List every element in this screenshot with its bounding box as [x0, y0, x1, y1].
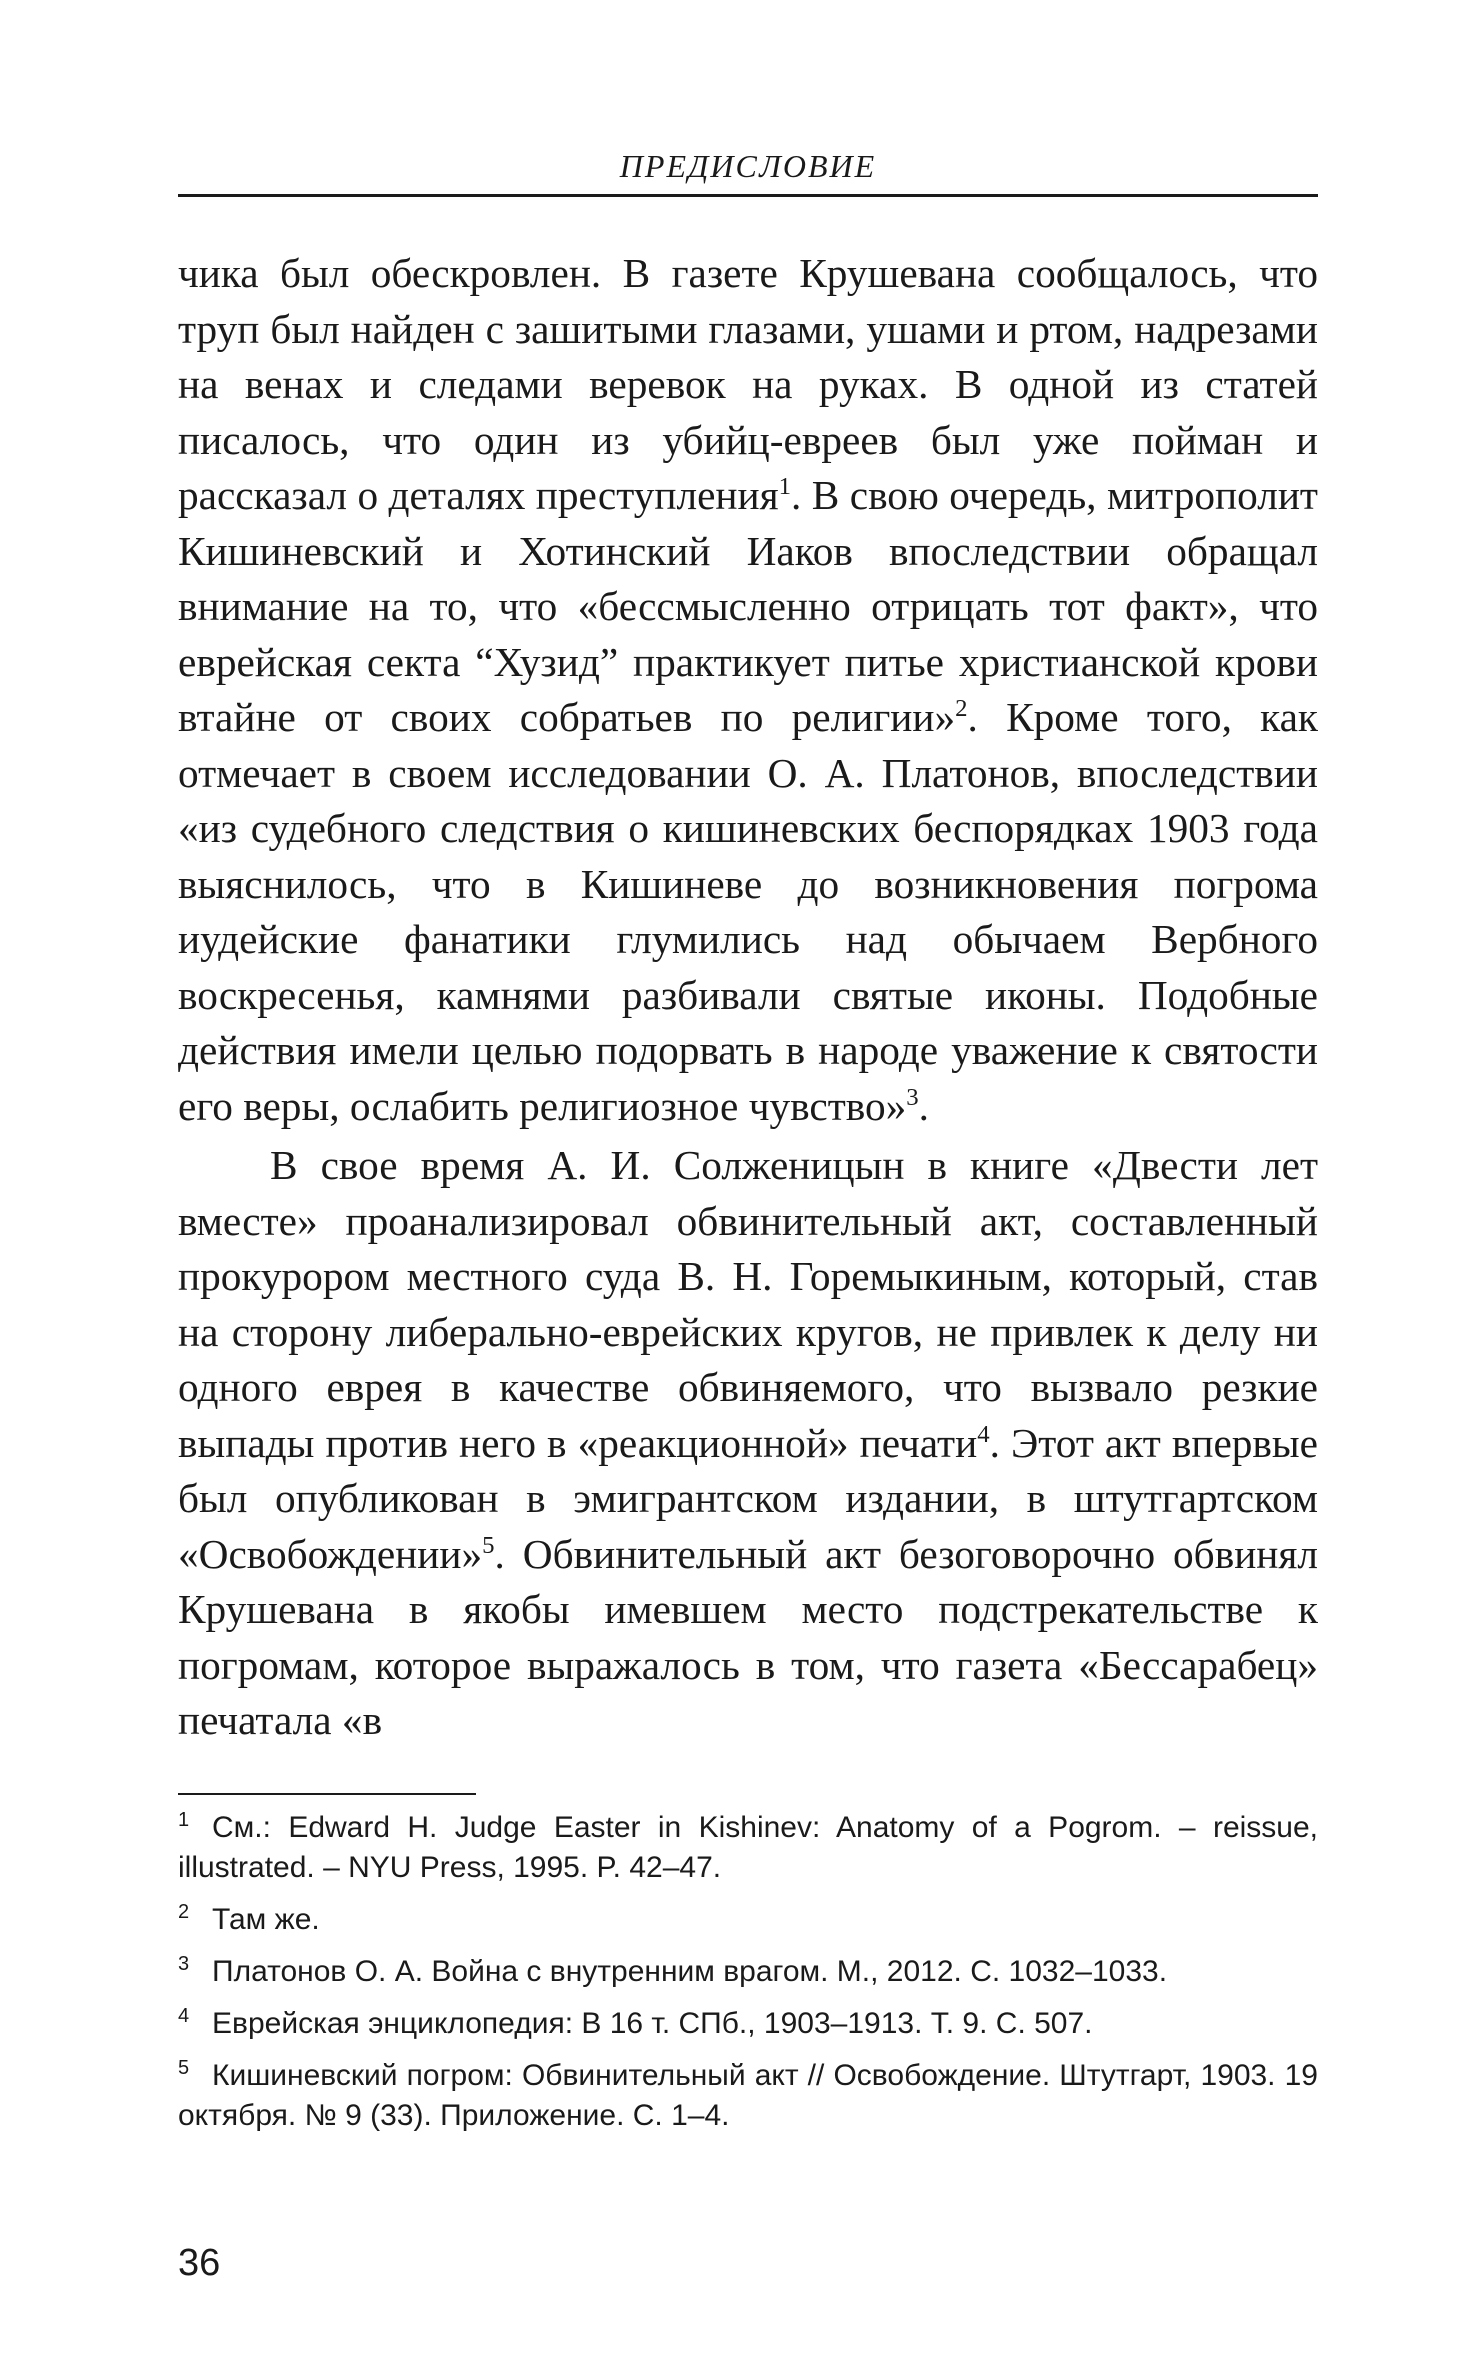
footnote-3: 3 Платонов О. А. Война с внутренним врагом. М., 2012. С. 1032–1033. [178, 1953, 1168, 1988]
running-header: ПРЕДИСЛОВИЕ [619, 148, 877, 184]
paragraph-1: чика был обескровлен. В газете Крушевана сообщалось, что труп был найден с зашитыми глазами, ушами и ртом, надрезами на венах и следами веревок на руках. В одной из статей писалось, что один из убийц-евреев был уже пойман и рассказал о деталях преступления$^1$. В свою очередь, митрополит Кишиневский и Хотинский Иаков впоследствии обращал внимание на то, что «бессмысленно отрицать тот факт», что еврейская секта “Хузид” практикует питье христианской крови втайне от своих собратьев по религии»$^2$. Кроме того, как отмечает в своем исследовании О. А. Платонов, впоследствии «из судебного следствия о кишиневских беспорядках 1903 года выяснилось, что в Кишиневе до возникновения погрома иудейские фанатики глумились над обычаем Вербного воскресенья, камнями разбивали святые иконы. Подобные действия имели целью подорвать в народе уважение к святости его веры, ослабить религиозное чувство»$^3$. [178, 250, 1318, 1129]
footnote-ref-1: 1 [778, 473, 792, 501]
page-number: 36 [178, 2242, 221, 2284]
footnote-ref-5: 5 [482, 1531, 495, 1559]
footnote-1: 1 См.: Edward H. Judge Easter in Kishinev: Anatomy of a Pogrom. – reissue, illustrated. – NYU Press, 1995. P. 42–47. [178, 1809, 1318, 1884]
footnote-ref-2: 2 [955, 695, 968, 723]
footnote-ref-4: 4 [977, 1420, 990, 1448]
footnote-5: 5 Кишиневский погром: Обвинительный акт // Освобождение. Штутгарт, 1903. 19 октября. № 9 (33). Приложение. С. 1–4. [178, 2057, 1318, 2132]
paragraph-2: В свое время А. И. Солженицын в книге «Двести лет вместе» проанализировал обвинительный акт, составленный прокурором местного суда В. Н. Горемыкиным, который, став на сторону либерально-еврейских кругов, не привлек к делу ни одного еврея в качестве обвиняемого, что вызвало резкие выпады против него в «реакционной» печати$^4$. Этот акт впервые был опубликован в эмигрантском издании, в штутгартском «Освобождении»$^5$. Обвинительный акт безоговорочно обвинял Крушевана в якобы имевшем место подстрекательстве к погромам, которое выражалось в том, что газета «Бессарабец» печатала «в [178, 1142, 1318, 1743]
footnote-ref-3: 3 [906, 1083, 919, 1111]
footnote-4: 4 Еврейская энциклопедия: В 16 т. СПб., 1903–1913. Т. 9. С. 507. [178, 2005, 1093, 2040]
main-text [178, 246, 1318, 1749]
footnote-2: 2 Там же. [178, 1901, 320, 1936]
footnotes [178, 1808, 1318, 2148]
footnote-separator [178, 1793, 476, 1795]
header-rule [178, 194, 1318, 197]
